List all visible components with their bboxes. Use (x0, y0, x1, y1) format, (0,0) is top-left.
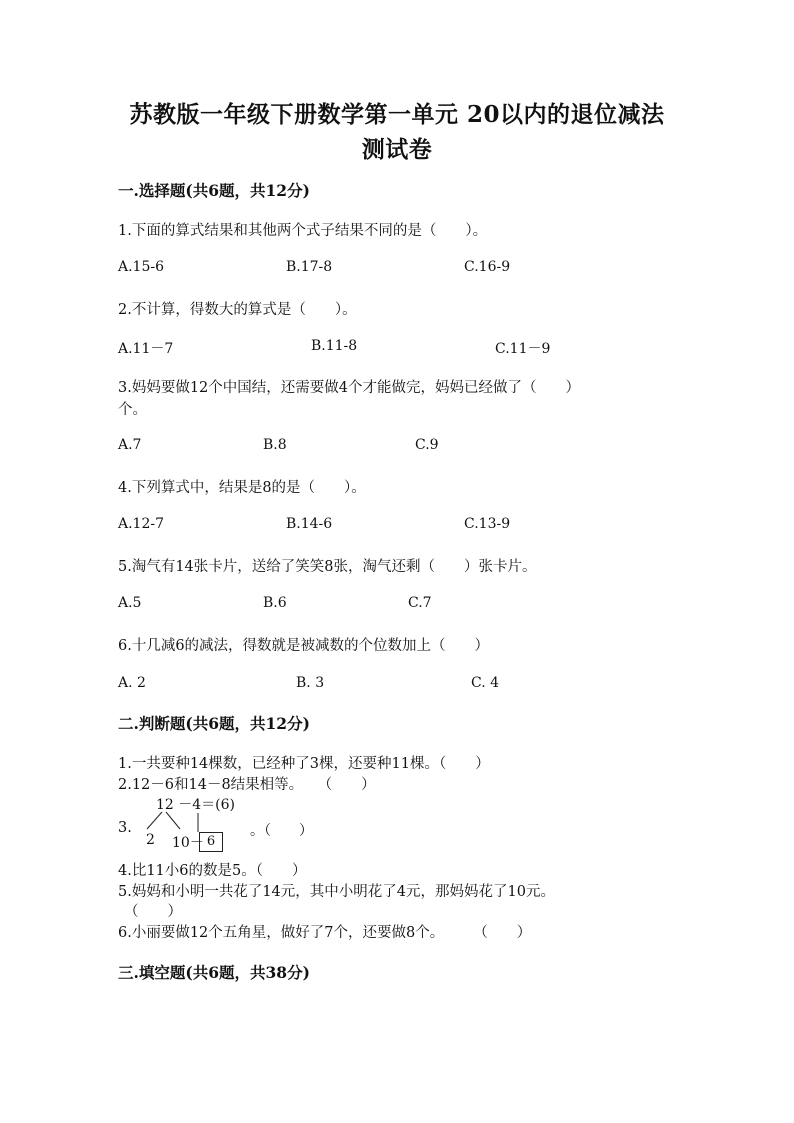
choice-q6-option-c: C. 4 (471, 675, 500, 691)
section-judge-heading: 二.判断题(共6题，共12分) (118, 714, 310, 733)
judge-q4: 4.比11小6的数是5。（ ） (118, 863, 307, 879)
judge-q1: 1.一共要种14棵数，已经种了3棵，还要种11棵。（ ） (118, 756, 490, 772)
choice-q2-option-b: B.11-8 (311, 338, 358, 354)
choice-q4: 4.下列算式中，结果是8的是（ ）。 (118, 480, 366, 496)
diagram-split-mid: 10－ (172, 835, 204, 851)
diagram-answer-box: 6 (199, 832, 223, 852)
judge-q5-continued: （ ） (124, 904, 182, 920)
judge-q6: 6.小丽要做12个五角星，做好了7个，还要做8个。 （ ） (118, 925, 532, 941)
diagram-line-left (147, 812, 162, 829)
choice-q1: 1.下面的算式结果和其他两个式子结果不同的是（ ）。 (118, 223, 488, 239)
diagram-split-left: 2 (146, 832, 155, 848)
judge-q3: 3. (118, 820, 132, 836)
section-fill-heading: 三.填空题(共6题，共38分) (118, 963, 310, 982)
choice-q2-option-a: A.11－7 (118, 341, 174, 357)
choice-q2-option-c: C.11－9 (495, 341, 551, 357)
section-choice-heading: 一.选择题(共6题，共12分) (118, 181, 310, 200)
choice-q6: 6.十几减6的减法，得数就是被减数的个位数加上（ ） (118, 638, 490, 654)
choice-q1-option-a: A.15-6 (118, 259, 165, 275)
choice-q3-continued: 个。 (118, 402, 147, 418)
choice-q5: 5.淘气有14张卡片，送给了笑笑8张，淘气还剩（ ）张卡片。 (118, 559, 537, 575)
choice-q1-option-c: C.16-9 (464, 259, 511, 275)
choice-q1-option-b: B.17-8 (286, 259, 333, 275)
judge-q3-tail: 。（ ） (250, 823, 313, 839)
diagram-equation: 12 －4＝(6) (156, 797, 236, 813)
choice-q6-option-b: B. 3 (296, 675, 325, 691)
choice-q3-option-c: C.9 (415, 437, 439, 453)
choice-q6-option-a: A. 2 (118, 675, 146, 691)
choice-q3-option-a: A.7 (118, 437, 142, 453)
choice-q3-option-b: B.8 (263, 437, 287, 453)
choice-q3: 3.妈妈要做12个中国结，还需要做4个才能做完，妈妈已经做了（ ） (118, 380, 581, 396)
choice-q4-option-a: A.12-7 (118, 516, 165, 532)
choice-q4-option-c: C.13-9 (464, 516, 511, 532)
choice-q5-option-a: A.5 (118, 595, 142, 611)
choice-q4-option-b: B.14-6 (286, 516, 333, 532)
judge-q2: 2.12－6和14－8结果相等。 （ ） (118, 777, 376, 793)
title-line-2: 测试卷 (361, 136, 433, 163)
choice-q5-option-b: B.6 (263, 595, 287, 611)
diagram-line-right (166, 812, 180, 829)
title-line-1: 苏教版一年级下册数学第一单元 20以内的退位减法 (129, 101, 665, 128)
choice-q5-option-c: C.7 (408, 595, 432, 611)
choice-q2: 2.不计算，得数大的算式是（ ）。 (118, 302, 357, 318)
judge-q5: 5.妈妈和小明一共花了14元，其中小明花了4元，那妈妈花了10元。 (118, 884, 555, 900)
